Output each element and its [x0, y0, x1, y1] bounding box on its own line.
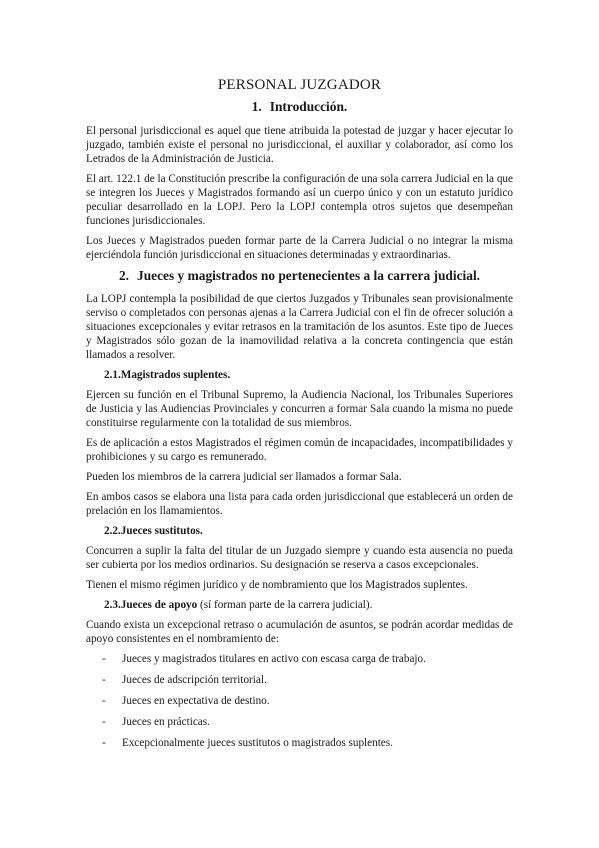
- subsection-2-1-heading: 2.1.Magistrados suplentes.: [104, 369, 231, 382]
- bullet-dash: -: [102, 695, 106, 708]
- subsection-2-2-paragraph: Tienen el mismo régimen jurídico y de nombramiento que los Magistrados suplentes.: [86, 579, 468, 592]
- bullet-dash: -: [102, 674, 106, 687]
- document-title: PERSONAL JUZGADOR: [217, 77, 382, 93]
- list-item-text: Jueces en prácticas.: [122, 716, 210, 729]
- list-item: [102, 736, 513, 750]
- subsection-2-3-title: 2.3.Jueces de apoyo: [104, 599, 198, 612]
- list-item: [102, 673, 513, 687]
- subsection-2-2-paragraph: Concurren a suplir la falta del titular de un Juzgado siempre y cuando esta ausencia no pueda ser cubierta por los medios ordinarios. Su designación se reserva a casos excepcionales.: [86, 545, 513, 572]
- list-item: [102, 652, 513, 666]
- bullet-dash: -: [102, 737, 106, 750]
- list-item: [102, 715, 513, 729]
- subsection-2-1-paragraph: En ambos casos se elabora una lista para cada orden jurisdiccional que establecerá un orden de prelación en los llamamientos.: [86, 491, 513, 518]
- subsection-2-1-paragraph: Pueden los miembros de la carrera judicial ser llamados a formar Sala.: [86, 471, 402, 484]
- appointment-list: [86, 652, 513, 750]
- section-2-heading: [86, 268, 513, 285]
- bullet-dash: -: [102, 653, 106, 666]
- list-item: [102, 694, 513, 708]
- subsection-2-3-heading: [104, 598, 513, 612]
- subsection-2-2-heading: 2.2.Jueces sustitutos.: [104, 525, 203, 538]
- section-1-title: Introducción.: [269, 98, 348, 114]
- list-item-text: Excepcionalmente jueces sustitutos o magistrados suplentes.: [122, 737, 393, 750]
- section-2-number: 2.: [118, 267, 130, 283]
- subsection-2-3-note: (sí forman parte de la carrera judicial).: [197, 599, 373, 612]
- subsection-2-3-paragraph: Cuando exista un excepcional retraso o acumulación de asuntos, se podrán acordar medidas de apoyo consistentes en el nombramiento de:: [86, 619, 513, 646]
- section-1-number: 1.: [251, 98, 262, 114]
- bullet-dash: -: [102, 716, 106, 729]
- section-1-paragraph: Los Jueces y Magistrados pueden formar parte de la Carrera Judicial o no integrar la misma ejerciéndola función jurisdiccional en situaciones determinadas y extraordinarias.: [86, 234, 513, 261]
- list-item-text: Jueces en expectativa de destino.: [122, 695, 270, 708]
- subsection-2-1-paragraph: Es de aplicación a estos Magistrados el régimen común de incapacidades, incompatibilidades y prohibiciones y su cargo es remunerado.: [86, 437, 513, 464]
- section-1-paragraph: El art. 122.1 de la Constitución prescribe la configuración de una sola carrera Judicial en la que se integren los Jueces y Magistrados formando así un cuerpo único y con un estatuto jurídico peculiar desarrollado en la LOPJ. Pero la LOPJ contempla otros sujetos que desempeñan funciones jurisdiccionales.: [86, 172, 513, 227]
- list-item-text: Jueces y magistrados titulares en activo con escasa carga de trabajo.: [122, 653, 426, 666]
- section-2-title: Jueces y magistrados no pertenecientes a la carrera judicial.: [137, 267, 481, 283]
- section-2-paragraph: La LOPJ contempla la posibilidad de que ciertos Juzgados y Tribunales sean provisionalmente serviso o completados con personas ajenas a la Carrera Judicial con el fin de ofrecer solución a situaciones excepcionales y evitar retrasos en la tramitación de los asuntos. Este tipo de Jueces y Magistrados sólo gozan de la inamovilidad relativa a la concreta contingencia que están llamados a resolver.: [86, 293, 513, 362]
- list-item-text: Jueces de adscripción territorial.: [122, 674, 267, 687]
- subsection-2-1-paragraph: Ejercen su función en el Tribunal Supremo, la Audiencia Nacional, los Tribunales Superiores de Justicia y las Audiencias Provinciales y concurren a formar Sala cuando la misma no puede constituirse regularmente con la totalidad de sus miembros.: [86, 389, 513, 430]
- section-1-paragraph: El personal jurisdiccional es aquel que tiene atribuida la potestad de juzgar y hacer ejecutar lo juzgado, también existe el personal no jurisdiccional, el auxiliar y colaborador, así como los Letrados de la Administración de Justicia.: [86, 124, 513, 165]
- section-1-heading: [86, 99, 513, 116]
